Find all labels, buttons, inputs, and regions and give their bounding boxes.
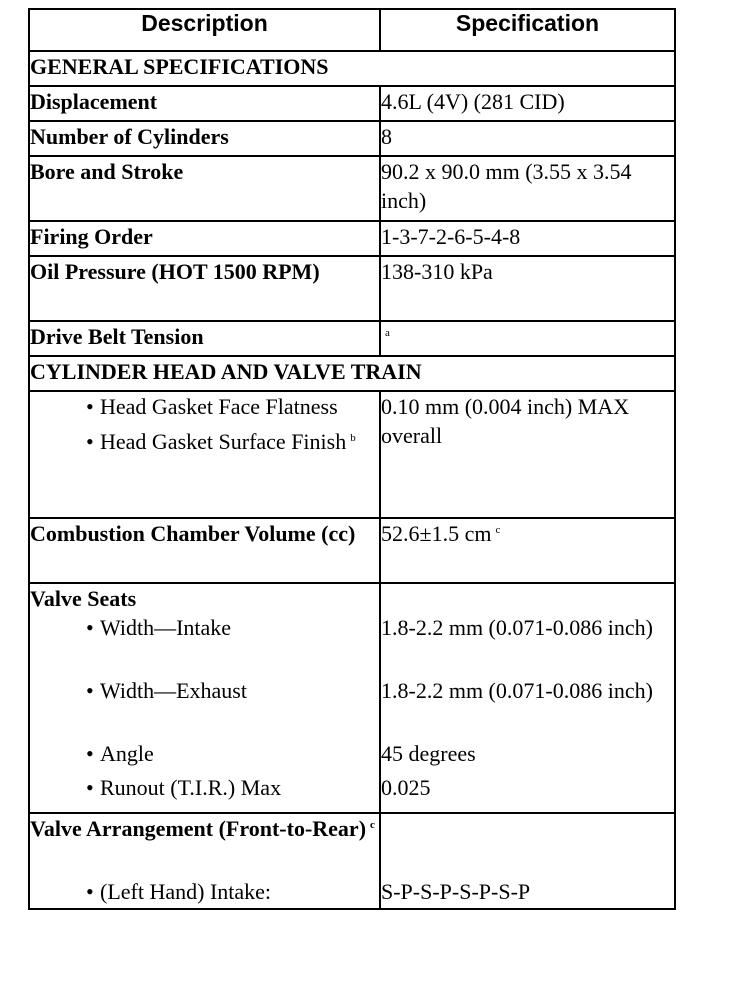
- row-label: (Left Hand) Intake:: [100, 879, 272, 904]
- list-item: [30, 676, 379, 739]
- row-value: 1.8-2.2 mm (0.071-0.086 inch): [381, 615, 653, 640]
- table-row-valve-arrangement: [29, 813, 675, 909]
- bullet: •: [86, 741, 94, 766]
- row-label: Combustion Chamber Volume (cc): [29, 518, 380, 583]
- bullet: •: [86, 678, 94, 703]
- footnote-marker: b: [350, 431, 356, 444]
- section-title-cylinder-head: CYLINDER HEAD AND VALVE TRAIN: [29, 356, 675, 391]
- table-row: [29, 86, 675, 121]
- list-item: [30, 773, 379, 802]
- list-item: [30, 392, 379, 421]
- table-row: [29, 321, 675, 356]
- table-row: [29, 221, 675, 256]
- row-value: 1-3-7-2-6-5-4-8: [380, 221, 675, 256]
- section-row-general: [29, 51, 675, 86]
- list-item: [30, 613, 379, 676]
- row-label: Bore and Stroke: [29, 156, 380, 221]
- column-header-description: Description: [29, 9, 380, 51]
- row-label: Angle: [100, 741, 154, 766]
- row-value: 52.6±1.5 cm: [381, 521, 492, 546]
- row-label: Runout (T.I.R.) Max: [100, 775, 282, 800]
- bullet: •: [86, 394, 94, 419]
- table-header-row: [29, 9, 675, 51]
- table-row-head-gasket: [29, 391, 675, 518]
- row-value: 45 degrees: [381, 741, 476, 766]
- table-row: [29, 156, 675, 221]
- bullet: •: [86, 429, 94, 454]
- table-row-combustion: [29, 518, 675, 583]
- row-label: Head Gasket Surface Finish: [100, 429, 347, 454]
- list-item: [30, 877, 379, 906]
- row-label: Oil Pressure (HOT 1500 RPM): [29, 256, 380, 321]
- row-label: Width—Exhaust: [100, 678, 247, 703]
- list-item: [30, 427, 379, 456]
- table-row-valve-seats: [29, 583, 675, 813]
- column-header-specification: Specification: [380, 9, 675, 51]
- row-value: 90.2 x 90.0 mm (3.55 x 3.54 inch): [380, 156, 675, 221]
- row-label: Displacement: [29, 86, 380, 121]
- row-label: Drive Belt Tension: [29, 321, 380, 356]
- section-row-cylinder-head: [29, 356, 675, 391]
- section-title-general: GENERAL SPECIFICATIONS: [29, 51, 675, 86]
- group-label: Valve Arrangement (Front-to-Rear): [30, 816, 367, 841]
- row-label: Firing Order: [29, 221, 380, 256]
- footnote-marker: a: [385, 326, 390, 339]
- list-item: [30, 739, 379, 773]
- row-label: Width—Intake: [100, 615, 232, 640]
- row-value: 1.8-2.2 mm (0.071-0.086 inch): [381, 678, 653, 703]
- row-value: 4.6L (4V) (281 CID): [380, 86, 675, 121]
- row-value: S-P-S-P-S-P-S-P: [381, 879, 531, 904]
- group-label: Valve Seats: [30, 586, 137, 611]
- table-row: [29, 121, 675, 156]
- footnote-marker: c: [370, 818, 375, 831]
- row-value: 138-310 kPa: [380, 256, 675, 321]
- row-label: Number of Cylinders: [29, 121, 380, 156]
- row-value: 0.10 mm (0.004 inch) MAX overall: [380, 391, 675, 518]
- row-label: Head Gasket Face Flatness: [100, 394, 338, 419]
- row-value: [380, 321, 675, 356]
- bullet: •: [86, 615, 94, 640]
- table-row: [29, 256, 675, 321]
- footnote-marker: c: [495, 523, 501, 536]
- specification-table: [28, 8, 676, 910]
- row-value: 0.025: [381, 775, 431, 800]
- bullet: •: [86, 879, 94, 904]
- bullet: •: [86, 775, 94, 800]
- row-value: 8: [380, 121, 675, 156]
